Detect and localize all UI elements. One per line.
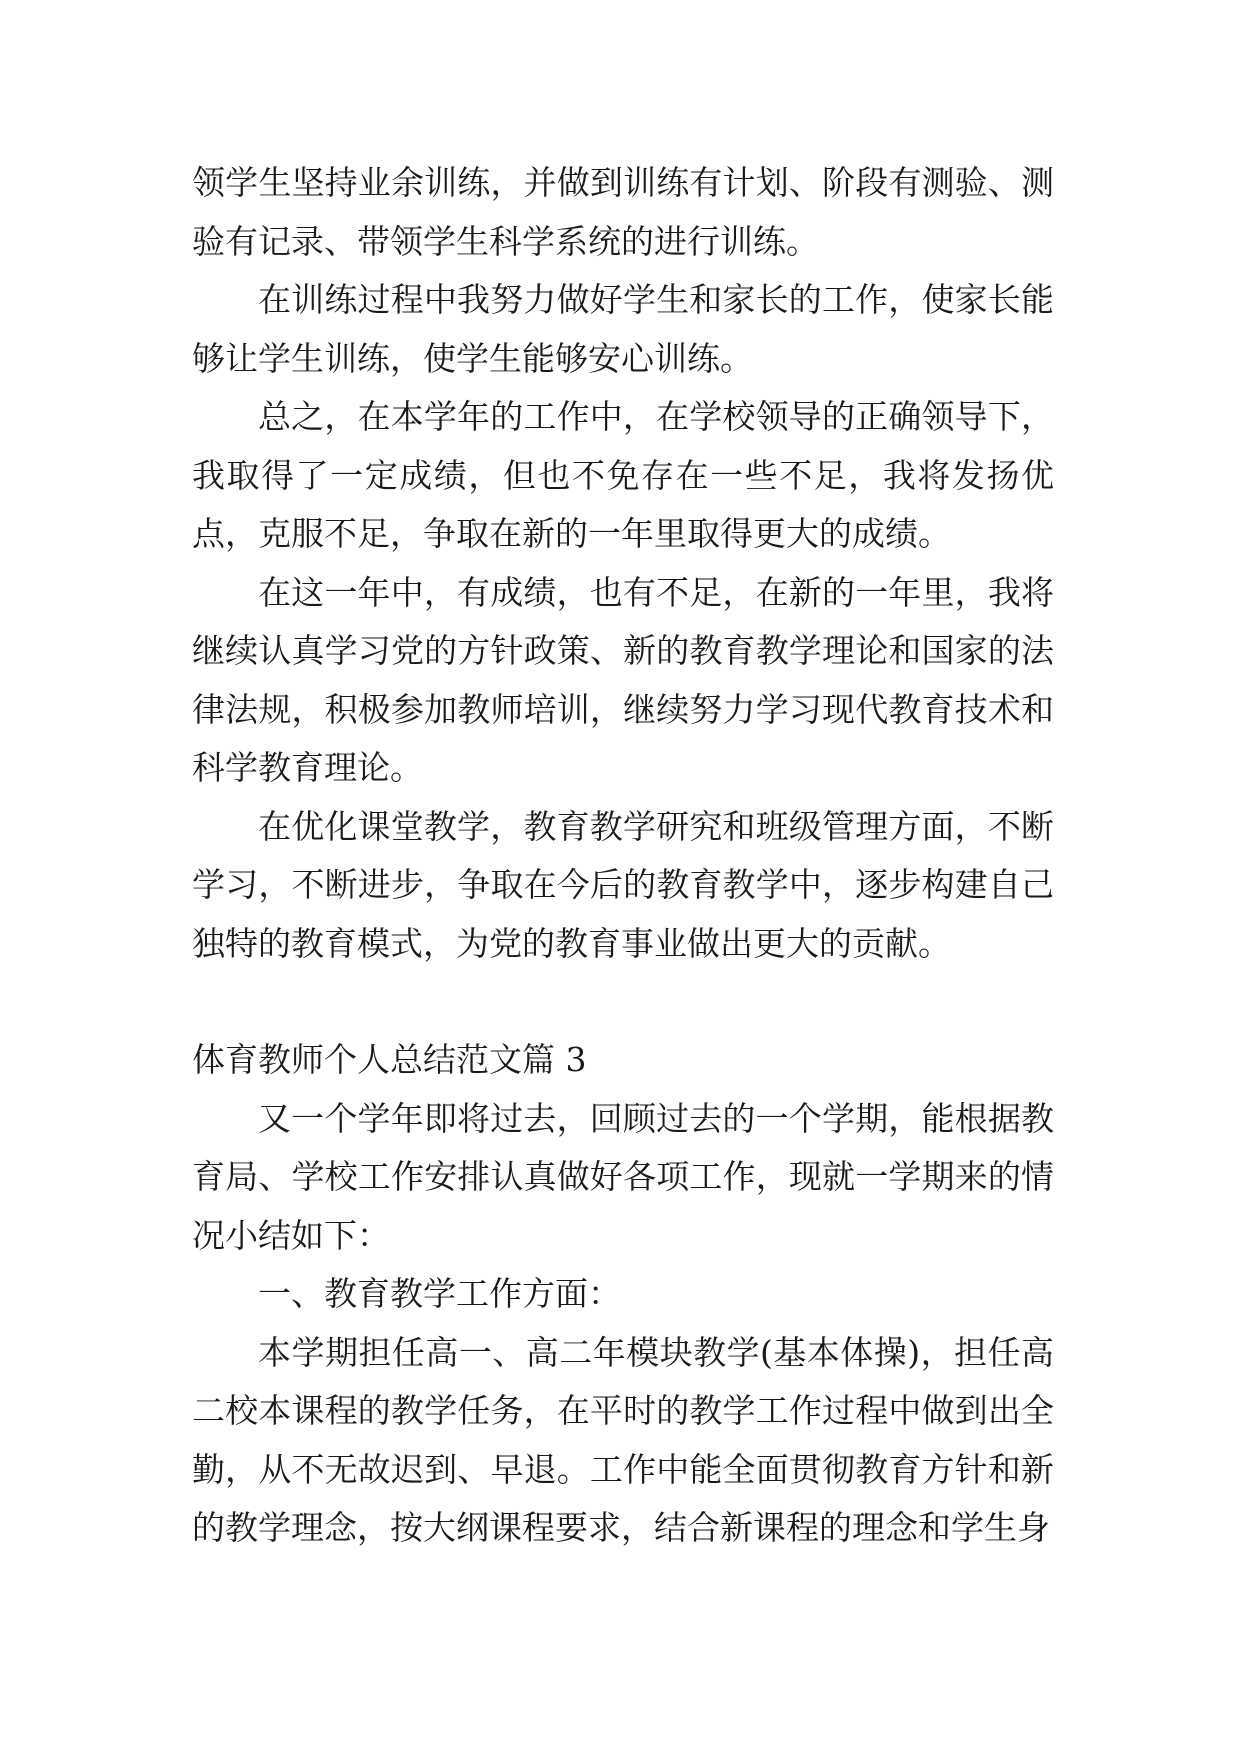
paragraph: 又一个学年即将过去，回顾过去的一个学期，能根据教育局、学校工作安排认真做好各项工作，现就一学期来的情况小结如下： <box>192 1098 1054 1255</box>
paragraph: 一、教育教学工作方面： <box>258 1274 621 1313</box>
paragraph: 领学生坚持业余训练，并做到训练有计划、阶段有测验、测验有记录、带领学生科学系统的进行训练。 <box>192 163 1054 261</box>
document-body <box>192 154 1054 1558</box>
section-heading: 体育教师个人总结范文篇 3 <box>192 1040 587 1079</box>
paragraph: 在这一年中，有成绩，也有不足，在新的一年里，我将继续认真学习党的方针政策、新的教育教学理论和国家的法律法规，积极参加教师培训，继续努力学习现代教育技术和科学教育理论。 <box>192 572 1054 787</box>
paragraph: 总之，在本学年的工作中，在学校领导的正确领导下，我取得了一定成绩，但也不免存在一些不足，我将发扬优点，克服不足，争取在新的一年里取得更大的成绩。 <box>192 397 1054 553</box>
paragraph: 在训练过程中我努力做好学生和家长的工作，使家长能够让学生训练，使学生能够安心训练。 <box>192 280 1054 378</box>
paragraph: 本学期担任高一、高二年模块教学(基本体操)，担任高二校本课程的教学任务，在平时的教学工作过程中做到出全勤，从不无故迟到、早退。工作中能全面贯彻教育方针和新的教学理念，按大纲课程要求，结合新课程的理念和学生身 <box>192 1332 1054 1547</box>
paragraph: 在优化课堂教学，教育教学研究和班级管理方面，不断学习，不断进步，争取在今后的教育教学中，逐步构建自己独特的教育模式，为党的教育事业做出更大的贡献。 <box>192 806 1054 963</box>
